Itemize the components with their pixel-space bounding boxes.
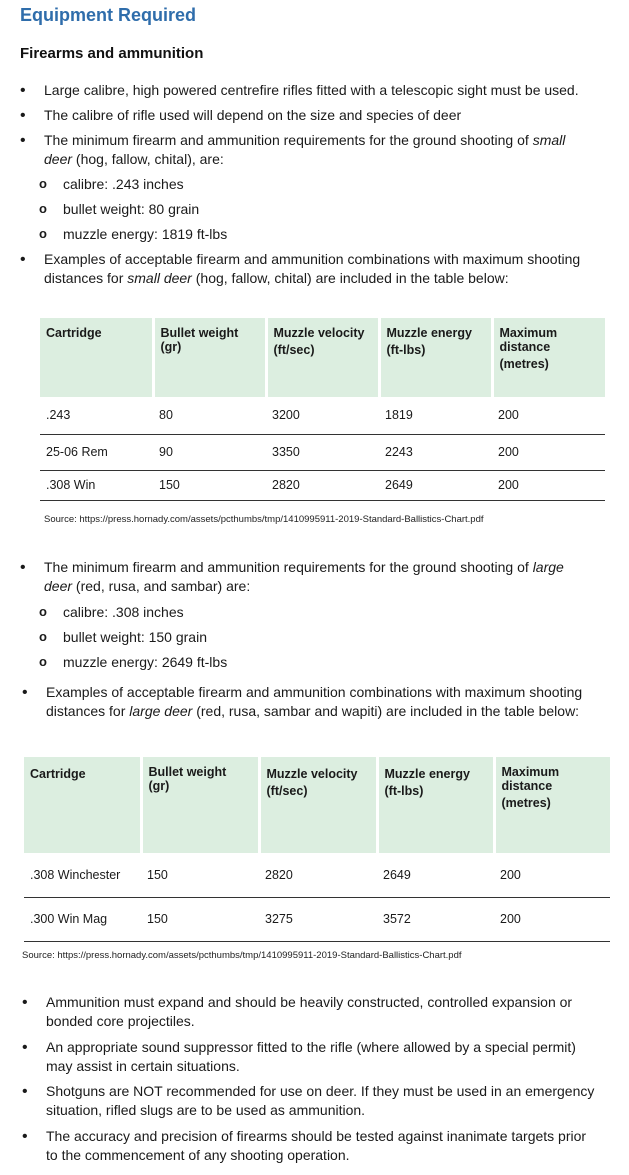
small-deer-muzzle-energy: o muzzle energy: 1819 ft-lbs — [63, 225, 227, 244]
small-deer-calibre: o calibre: .243 inches — [63, 175, 184, 194]
table-row — [40, 470, 605, 500]
col-header-muzzle-energy: Muzzle energy (ft-lbs) — [379, 318, 492, 397]
bullet-accuracy-testing: • The accuracy and precision of firearms should be tested against inanimate targets prior to the commencement of any shooting operation. — [46, 1127, 621, 1165]
table-cell: .243 — [40, 397, 153, 434]
table-cell: 2649 — [377, 853, 494, 897]
table-cell: 25-06 Rem — [40, 434, 153, 470]
table-cell: 200 — [494, 897, 610, 941]
table-row — [40, 434, 605, 470]
col-header-cartridge: Cartridge — [40, 318, 153, 397]
bullet-calibre-dependence: • The calibre of rifle used will depend on the size and species of deer — [44, 106, 461, 125]
large-deer-calibre: o calibre: .308 inches — [63, 603, 184, 622]
table-cell: 3275 — [259, 897, 377, 941]
table-cell: 3200 — [266, 397, 379, 434]
bullet-ammunition-expand: • Ammunition must expand and should be heavily constructed, controlled expansion or bonded core projectiles. — [46, 993, 621, 1031]
table-cell: 2820 — [259, 853, 377, 897]
bullet-shotguns: • Shotguns are NOT recommended for use on deer. If they must be used in an emergency situation, rifled slugs are to be used as ammunition. — [46, 1082, 621, 1120]
page-title: Equipment Required — [20, 5, 197, 25]
table-cell: 90 — [153, 434, 266, 470]
table-cell: 2243 — [379, 434, 492, 470]
bullet-rifle-type: • Large calibre, high powered centrefire rifles fitted with a telescopic sight must be used. — [44, 81, 579, 100]
col-header-max-distance: Maximum distance (metres) — [492, 318, 605, 397]
table-cell: .300 Win Mag — [24, 897, 141, 941]
source-citation: Source: https://press.hornady.com/assets/pcthumbs/tmp/1410995911-2019-Standard-Ballistics-Chart.pdf — [22, 950, 462, 961]
table-cell: 3572 — [377, 897, 494, 941]
large-deer-muzzle-energy: o muzzle energy: 2649 ft-lbs — [63, 653, 227, 672]
col-header-bullet-weight: Bullet weight (gr) — [153, 318, 266, 397]
table-row — [40, 397, 605, 434]
bullet-sound-suppressor: • An appropriate sound suppressor fitted to the rifle (where allowed by a special permit) may assist in certain situations. — [46, 1038, 621, 1076]
table-cell: 200 — [492, 470, 605, 500]
col-header-bullet-weight: Bullet weight (gr) — [141, 757, 259, 853]
large-deer-bullet-weight: o bullet weight: 150 grain — [63, 628, 207, 647]
table-cell: 200 — [492, 397, 605, 434]
bullet-small-deer-requirements: • The minimum firearm and ammunition requirements for the ground shooting of small deer (hog, fallow, chital), are: — [44, 131, 614, 169]
table-cell: 200 — [494, 853, 610, 897]
table-cell: 80 — [153, 397, 266, 434]
bullet-large-deer-examples: • Examples of acceptable firearm and ammunition combinations with maximum shooting distances for large deer (red, rusa, sambar and wapiti) are included in the table below: — [46, 683, 616, 721]
bullet-large-deer-requirements: • The minimum firearm and ammunition requirements for the ground shooting of large deer (red, rusa, and sambar) are: — [44, 558, 614, 596]
section-title: Firearms and ammunition — [20, 45, 204, 62]
table-cell: 150 — [153, 470, 266, 500]
large-deer-table — [24, 757, 610, 942]
table-cell: 1819 — [379, 397, 492, 434]
col-header-cartridge: Cartridge — [24, 757, 141, 853]
small-deer-table — [40, 318, 605, 501]
small-deer-bullet-weight: o bullet weight: 80 grain — [63, 200, 199, 219]
table-cell: 2820 — [266, 470, 379, 500]
table-cell: 150 — [141, 897, 259, 941]
col-header-muzzle-velocity: Muzzle velocity (ft/sec) — [259, 757, 377, 853]
col-header-max-distance: Maximum distance (metres) — [494, 757, 610, 853]
table-cell: 200 — [492, 434, 605, 470]
table-cell: .308 Winchester — [24, 853, 141, 897]
table-cell: 2649 — [379, 470, 492, 500]
table-cell: 3350 — [266, 434, 379, 470]
bullet-small-deer-examples: • Examples of acceptable firearm and ammunition combinations with maximum shooting distances for small deer (hog, fallow, chital) are included in the table below: — [44, 250, 614, 288]
table-row — [24, 853, 610, 897]
col-header-muzzle-energy: Muzzle energy (ft-lbs) — [377, 757, 494, 853]
table-cell: 150 — [141, 853, 259, 897]
table-row — [24, 897, 610, 941]
col-header-muzzle-velocity: Muzzle velocity (ft/sec) — [266, 318, 379, 397]
table-cell: .308 Win — [40, 470, 153, 500]
source-citation: Source: https://press.hornady.com/assets/pcthumbs/tmp/1410995911-2019-Standard-Ballistics-Chart.pdf — [44, 514, 484, 525]
